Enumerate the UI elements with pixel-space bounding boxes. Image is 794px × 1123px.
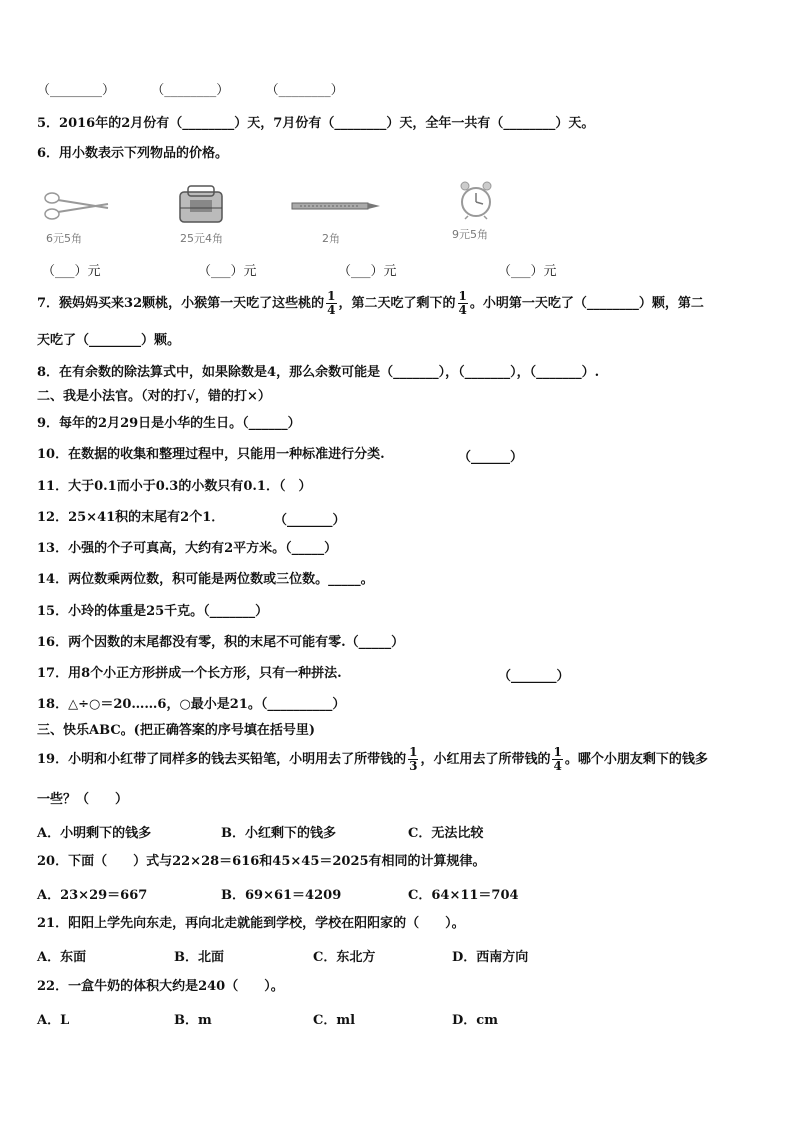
question-8: 8．在有余数的除法算式中，如果除数是4，那么余数可能是（_______），（_______），（_______）. bbox=[37, 365, 600, 380]
question-17: 17．用8个小正方形拼成一个长方形，只有一种拼法. bbox=[37, 666, 342, 681]
option-c[interactable]: C．64×11＝704 bbox=[408, 888, 519, 903]
question-7-text: ，第二天吃了剩下的 bbox=[338, 296, 456, 311]
question-7 bbox=[37, 290, 704, 318]
option-a[interactable]: A．L bbox=[37, 1013, 70, 1028]
option-c[interactable]: C．无法比较 bbox=[408, 826, 484, 841]
option-d[interactable]: D．西南方向 bbox=[452, 950, 529, 965]
question-19-text: ，小红用去了所带钱的 bbox=[420, 752, 551, 767]
alarm-clock-icon bbox=[456, 178, 496, 220]
price-answer-blank[interactable]: （___）元 bbox=[338, 264, 397, 279]
price-answer-blank[interactable]: （___）元 bbox=[498, 264, 557, 279]
option-a[interactable]: A．23×29＝667 bbox=[37, 888, 148, 903]
question-7-text: 7．猴妈妈买来32颗桃，小猴第一天吃了这些桃的 bbox=[37, 296, 325, 311]
question-19-text: 19．小明和小红带了同样多的钱去买铅笔，小明用去了所带钱的 bbox=[37, 752, 407, 767]
clock-picture bbox=[456, 178, 496, 220]
fraction: $\frac{1}{4}$ bbox=[327, 289, 336, 317]
price-answer-blank[interactable]: （___）元 bbox=[42, 264, 101, 279]
pencil-picture bbox=[290, 198, 382, 212]
scissors-icon bbox=[42, 188, 112, 224]
option-c[interactable]: C．东北方 bbox=[313, 950, 376, 965]
question-11: 11．大于0.1而小于0.3的小数只有0.1．（ ） bbox=[37, 479, 312, 494]
question-19 bbox=[37, 746, 708, 774]
question-22: 22．一盒牛奶的体积大约是240（ ）。 bbox=[37, 979, 284, 994]
option-b[interactable]: B．小红剩下的钱多 bbox=[221, 826, 336, 841]
question-12: 12．25×41积的末尾有2个1． bbox=[37, 510, 225, 525]
question-14: 14．两位数乘两位数，积可能是两位数或三位数。_____。 bbox=[37, 572, 374, 587]
item-price-caption: 9元5角 bbox=[452, 228, 488, 241]
bag-icon bbox=[176, 184, 226, 224]
price-answer-blank[interactable]: （___）元 bbox=[198, 264, 257, 279]
option-b[interactable]: B．69×61＝4209 bbox=[221, 888, 342, 903]
question-15: 15．小玲的体重是25千克。（_______） bbox=[37, 604, 269, 619]
answer-blank[interactable]: （_______） bbox=[274, 513, 346, 528]
question-19-line2: 一些？（ ） bbox=[37, 792, 129, 807]
fraction: $\frac{1}{3}$ bbox=[409, 745, 418, 773]
question-7-line2: 天吃了（________）颗。 bbox=[37, 333, 181, 348]
option-c[interactable]: C．ml bbox=[313, 1013, 356, 1028]
option-b[interactable]: B．北面 bbox=[174, 950, 224, 965]
option-d[interactable]: D．cm bbox=[452, 1013, 498, 1028]
question-10: 10．在数据的收集和整理过程中，只能用一种标准进行分类. bbox=[37, 447, 385, 462]
option-a[interactable]: A．小明剩下的钱多 bbox=[37, 826, 152, 841]
fraction: $\frac{1}{4}$ bbox=[553, 745, 562, 773]
question-20: 20．下面（ ）式与22×28＝616和45×45＝2025有相同的计算规律。 bbox=[37, 854, 486, 869]
bag-picture bbox=[176, 184, 226, 224]
item-price-caption: 6元5角 bbox=[46, 232, 82, 245]
section-3-heading: 三、快乐ABC。(把正确答案的序号填在括号里) bbox=[37, 723, 315, 738]
answer-blank[interactable]: （_______） bbox=[498, 669, 570, 684]
top-blanks-row bbox=[37, 82, 344, 100]
answer-blank[interactable]: （______） bbox=[458, 450, 524, 465]
item-price-caption: 2角 bbox=[322, 232, 340, 245]
question-19-text: 。哪个小朋友剩下的钱多 bbox=[564, 752, 708, 767]
section-2-heading: 二、我是小法官。（对的打√，错的打×） bbox=[37, 389, 271, 404]
question-16: 16．两个因数的末尾都没有零，积的末尾不可能有零.（_____） bbox=[37, 635, 405, 650]
fraction: $\frac{1}{4}$ bbox=[458, 289, 467, 317]
option-b[interactable]: B．m bbox=[174, 1013, 212, 1028]
pencil-icon bbox=[290, 199, 382, 213]
question-6: 6．用小数表示下列物品的价格。 bbox=[37, 146, 229, 161]
answer-blank[interactable]: （________） bbox=[265, 83, 344, 98]
question-7-text: 。小明第一天吃了（________）颗，第二 bbox=[469, 296, 704, 311]
scissors-picture bbox=[42, 188, 112, 224]
question-5: 5．2016年的2月份有（________）天，7月份有（________）天，全年一共有（________）天。 bbox=[37, 116, 595, 131]
question-21: 21．阳阳上学先向东走，再向北走就能到学校，学校在阳阳家的（ ）。 bbox=[37, 916, 465, 931]
question-13: 13．小强的个子可真高，大约有2平方米。（_____） bbox=[37, 541, 338, 556]
option-a[interactable]: A．东面 bbox=[37, 950, 87, 965]
answer-blank[interactable]: （________） bbox=[151, 83, 230, 98]
question-9: 9．每年的2月29日是小华的生日。（______） bbox=[37, 416, 301, 431]
item-price-caption: 25元4角 bbox=[180, 232, 223, 245]
question-18: 18．△÷○＝20……6，○最小是21。（__________） bbox=[37, 697, 346, 712]
answer-blank[interactable]: （________） bbox=[37, 83, 116, 98]
